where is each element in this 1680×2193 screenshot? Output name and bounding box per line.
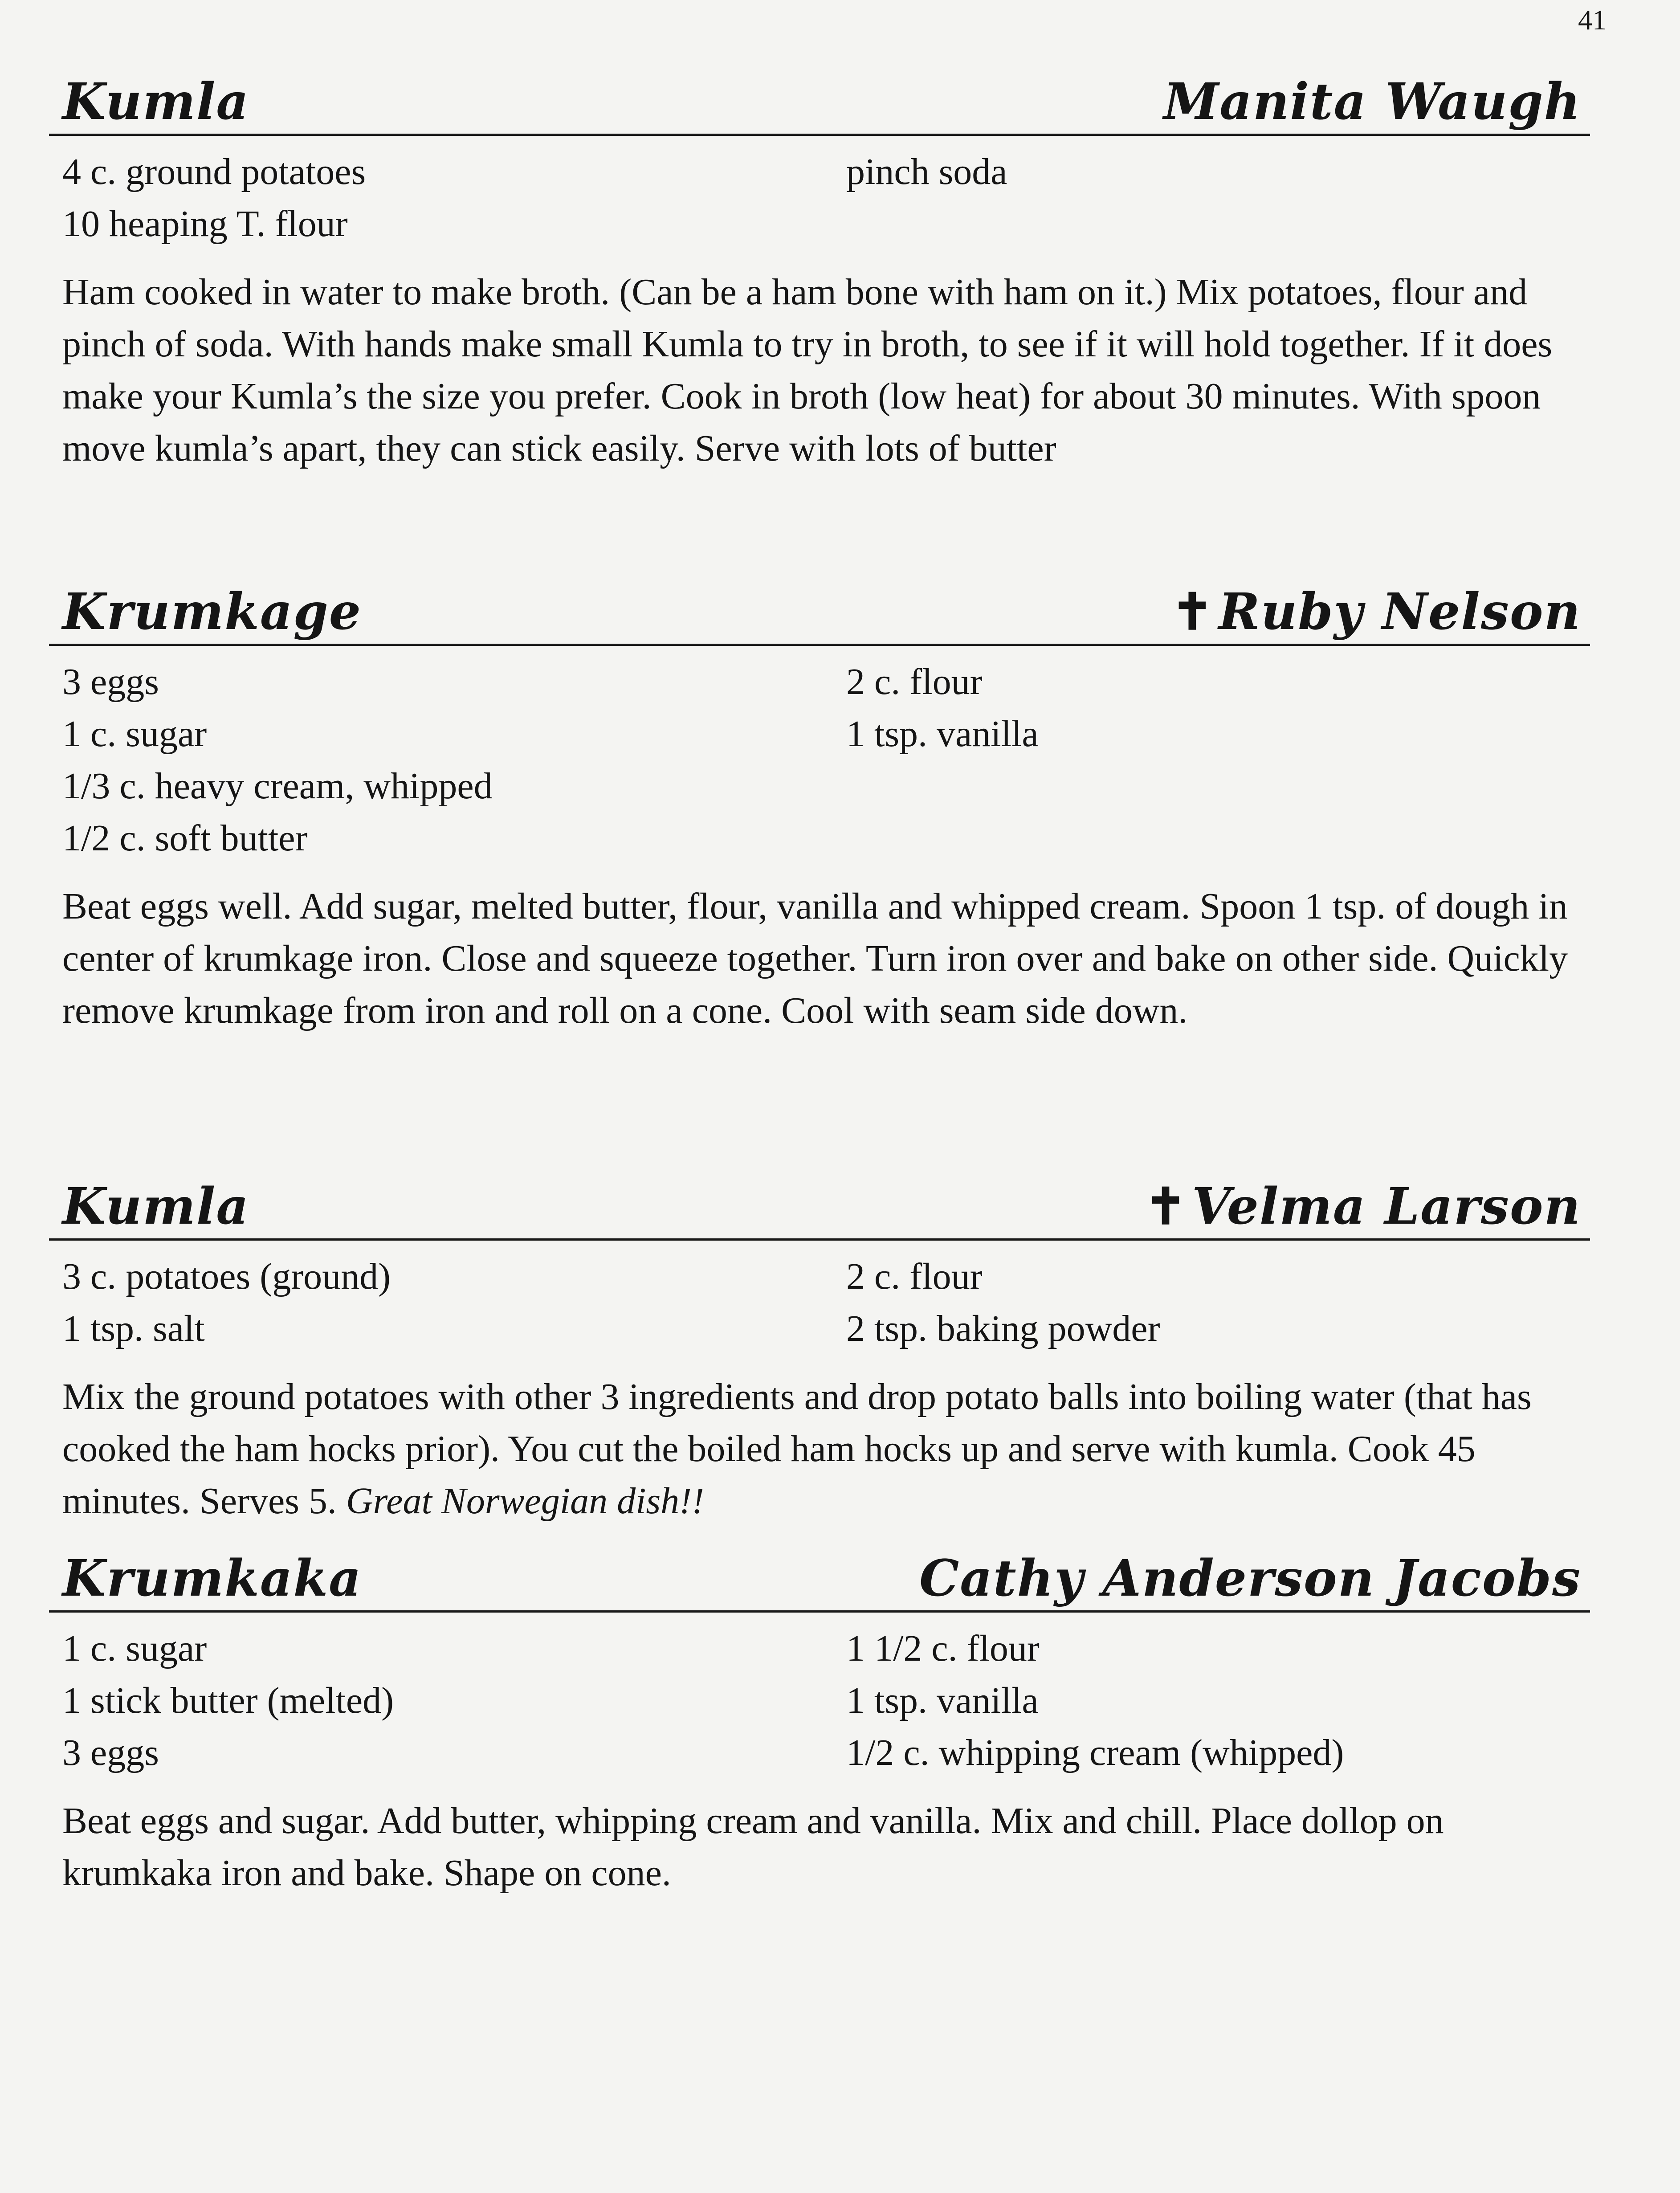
- ingredient: 2 c. flour: [846, 661, 983, 702]
- recipe-header: [49, 67, 1590, 136]
- ingredient-list: [49, 656, 1590, 864]
- recipe-header: [49, 1544, 1590, 1613]
- directions-note: Great Norwegian dish!!: [346, 1480, 705, 1522]
- ingredient: 1 1/2 c. flour: [846, 1628, 1040, 1669]
- ingredient: 1 tsp. vanilla: [846, 713, 1039, 755]
- ingredient: 1/2 c. soft butter: [62, 817, 308, 859]
- recipe-title: Kumla: [62, 73, 249, 131]
- recipe-directions: [49, 266, 1590, 474]
- ingredient: 1 c. sugar: [62, 1628, 207, 1669]
- author-name: Velma Larson: [1191, 1177, 1581, 1236]
- page-number: 41: [1578, 4, 1607, 36]
- recipe-krumkaka-jacobs: [49, 1544, 1590, 1899]
- directions-text: Beat eggs and sugar. Add butter, whipping cream and vanilla. Mix and chill. Place dollop on krumkaka iron and bake. Shape on cone.: [62, 1800, 1444, 1894]
- ingredient: 2 tsp. baking powder: [846, 1308, 1160, 1349]
- author-name: Manita Waugh: [1163, 73, 1581, 131]
- cross-icon: ✝: [1145, 1177, 1187, 1236]
- recipe-directions: [49, 880, 1590, 1037]
- ingredient: 1 tsp. salt: [62, 1308, 205, 1349]
- recipe-directions: [49, 1795, 1590, 1899]
- ingredient-column-right: [846, 1622, 1603, 1779]
- ingredient-column-left: [62, 1250, 846, 1355]
- ingredient: 3 eggs: [62, 661, 159, 702]
- ingredient: 1 tsp. vanilla: [846, 1680, 1039, 1721]
- ingredient-column-left: [62, 146, 846, 250]
- author-name: Cathy Anderson Jacobs: [919, 1549, 1581, 1608]
- ingredient: 1/3 c. heavy cream, whipped: [62, 765, 493, 807]
- ingredient-list: [49, 1250, 1590, 1355]
- recipe-kumla-waugh: [49, 67, 1590, 474]
- ingredient: 10 heaping T. flour: [62, 203, 348, 245]
- recipe-header: [49, 1172, 1590, 1241]
- recipe-title: Kumla: [62, 1177, 249, 1236]
- recipe-title: Krumkaka: [62, 1549, 362, 1608]
- ingredient: 4 c. ground potatoes: [62, 151, 366, 192]
- ingredient-list: [49, 1622, 1590, 1779]
- ingredient: pinch soda: [846, 151, 1007, 192]
- directions-text: [62, 1371, 1590, 1527]
- recipe-krumkage-nelson: [49, 577, 1590, 1037]
- ingredient: 1 c. sugar: [62, 713, 207, 755]
- ingredient: 2 c. flour: [846, 1256, 983, 1297]
- ingredient: 1 stick butter (melted): [62, 1680, 394, 1721]
- ingredient-column-right: [846, 1250, 1603, 1355]
- ingredient-column-right: [846, 146, 1603, 250]
- ingredient: 3 eggs: [62, 1732, 159, 1773]
- recipe-author: [1171, 583, 1581, 641]
- author-name: Ruby Nelson: [1218, 583, 1581, 641]
- recipe-kumla-larson: [49, 1172, 1590, 1527]
- directions-text: Beat eggs well. Add sugar, melted butter, flour, vanilla and whipped cream. Spoon 1 tsp. of dough in center of krumkage iron. Close and squeeze together. Turn iron over and bake on other side. Quickly remove krumkage from iron and roll on a cone. Cool with seam side down.: [62, 886, 1568, 1031]
- ingredient-column-right: [846, 656, 1603, 864]
- recipe-directions: [49, 1371, 1590, 1527]
- ingredient-column-left: [62, 1622, 846, 1779]
- recipe-author: [1145, 1177, 1581, 1236]
- directions-text: Ham cooked in water to make broth. (Can be a ham bone with ham on it.) Mix potatoes, flour and pinch of soda. With hands make small Kumla to try in broth, to see if it will hold together. If it does make your Kumla’s the size you prefer. Cook in broth (low heat) for about 30 minutes. With spoon move kumla’s apart, they can stick easily. Serve with lots of butter: [62, 271, 1553, 469]
- ingredient: 3 c. potatoes (ground): [62, 1256, 391, 1297]
- directions-body: Mix the ground potatoes with other 3 ingredients and drop potato balls into boiling water (that has cooked the ham hocks prior). You cut the boiled ham hocks up and serve with kumla. Cook 45 minutes. Serves 5.: [62, 1376, 1532, 1522]
- ingredient: 1/2 c. whipping cream (whipped): [846, 1732, 1344, 1773]
- ingredient-column-left: [62, 656, 846, 864]
- recipe-author: [919, 1549, 1581, 1608]
- ingredient-list: [49, 146, 1590, 250]
- recipe-header: [49, 577, 1590, 646]
- recipe-author: [1163, 73, 1581, 131]
- recipe-title: Krumkage: [62, 583, 362, 641]
- cross-icon: ✝: [1171, 583, 1214, 641]
